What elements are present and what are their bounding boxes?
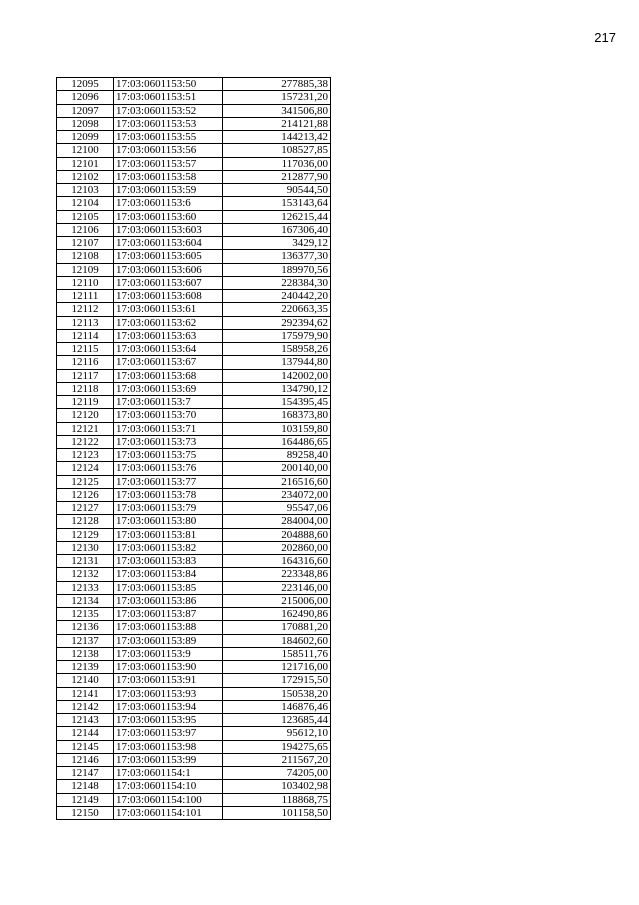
table-row: [57, 316, 331, 329]
row-number-cell: 12134: [57, 594, 114, 607]
cadastral-number-cell: 17:03:0601153:87: [114, 608, 223, 621]
row-number-cell: 12126: [57, 488, 114, 501]
cadastral-number-cell: 17:03:0601153:78: [114, 488, 223, 501]
value-cell: 223146,00: [223, 581, 331, 594]
cadastral-number-cell: 17:03:0601153:64: [114, 343, 223, 356]
row-number-cell: 12110: [57, 276, 114, 289]
table-row: [57, 647, 331, 660]
row-number-cell: 12107: [57, 237, 114, 250]
row-number-cell: 12147: [57, 767, 114, 780]
cadastral-number-cell: 17:03:0601153:6: [114, 197, 223, 210]
table-row: [57, 634, 331, 647]
value-cell: 292394,62: [223, 316, 331, 329]
value-cell: 101158,50: [223, 806, 331, 819]
cadastral-number-cell: 17:03:0601153:97: [114, 727, 223, 740]
value-cell: 103159,80: [223, 422, 331, 435]
value-cell: 341506,80: [223, 104, 331, 117]
cadastral-number-cell: 17:03:0601153:88: [114, 621, 223, 634]
cadastral-number-cell: 17:03:0601153:94: [114, 700, 223, 713]
value-cell: 142002,00: [223, 369, 331, 382]
cadastral-number-cell: 17:03:0601153:86: [114, 594, 223, 607]
value-cell: 216516,60: [223, 475, 331, 488]
value-cell: 220663,35: [223, 303, 331, 316]
value-cell: 95547,06: [223, 502, 331, 515]
cadastral-number-cell: 17:03:0601153:73: [114, 435, 223, 448]
value-cell: 167306,40: [223, 223, 331, 236]
value-cell: 164316,60: [223, 555, 331, 568]
value-cell: 90544,50: [223, 184, 331, 197]
row-number-cell: 12109: [57, 263, 114, 276]
row-number-cell: 12133: [57, 581, 114, 594]
table-row: [57, 369, 331, 382]
cadastral-number-cell: 17:03:0601153:607: [114, 276, 223, 289]
cadastral-number-cell: 17:03:0601153:90: [114, 661, 223, 674]
row-number-cell: 12138: [57, 647, 114, 660]
row-number-cell: 12121: [57, 422, 114, 435]
cadastral-number-cell: 17:03:0601153:83: [114, 555, 223, 568]
table-row: [57, 91, 331, 104]
row-number-cell: 12116: [57, 356, 114, 369]
row-number-cell: 12095: [57, 78, 114, 91]
table-row: [57, 502, 331, 515]
table-row: [57, 608, 331, 621]
cadastral-number-cell: 17:03:0601153:608: [114, 290, 223, 303]
cadastral-number-cell: 17:03:0601154:1: [114, 767, 223, 780]
value-cell: 126215,44: [223, 210, 331, 223]
value-cell: 134790,12: [223, 382, 331, 395]
value-cell: 234072,00: [223, 488, 331, 501]
value-cell: 184602,60: [223, 634, 331, 647]
cadastral-number-cell: 17:03:0601153:85: [114, 581, 223, 594]
row-number-cell: 12111: [57, 290, 114, 303]
value-cell: 172915,50: [223, 674, 331, 687]
row-number-cell: 12146: [57, 753, 114, 766]
row-number-cell: 12125: [57, 475, 114, 488]
value-cell: 228384,30: [223, 276, 331, 289]
row-number-cell: 12108: [57, 250, 114, 263]
table-row: [57, 117, 331, 130]
value-cell: 137944,80: [223, 356, 331, 369]
cadastral-number-cell: 17:03:0601153:82: [114, 541, 223, 554]
value-cell: 170881,20: [223, 621, 331, 634]
row-number-cell: 12100: [57, 144, 114, 157]
value-cell: 154395,45: [223, 396, 331, 409]
value-cell: 3429,12: [223, 237, 331, 250]
table-row: [57, 793, 331, 806]
cadastral-number-cell: 17:03:0601153:58: [114, 170, 223, 183]
cadastral-number-cell: 17:03:0601153:60: [114, 210, 223, 223]
table-row: [57, 290, 331, 303]
cadastral-number-cell: 17:03:0601153:69: [114, 382, 223, 395]
table-row: [57, 541, 331, 554]
table-row: [57, 329, 331, 342]
value-cell: 89258,40: [223, 449, 331, 462]
table-row: [57, 157, 331, 170]
table-row: [57, 276, 331, 289]
value-cell: 211567,20: [223, 753, 331, 766]
table-row: [57, 714, 331, 727]
row-number-cell: 12117: [57, 369, 114, 382]
value-cell: 204888,60: [223, 528, 331, 541]
row-number-cell: 12123: [57, 449, 114, 462]
table-row: [57, 475, 331, 488]
table-row: [57, 210, 331, 223]
cadastral-number-cell: 17:03:0601153:59: [114, 184, 223, 197]
value-cell: 168373,80: [223, 409, 331, 422]
table-row: [57, 780, 331, 793]
row-number-cell: 12139: [57, 661, 114, 674]
row-number-cell: 12096: [57, 91, 114, 104]
value-cell: 95612,10: [223, 727, 331, 740]
value-cell: 164486,65: [223, 435, 331, 448]
cadastral-number-cell: 17:03:0601153:9: [114, 647, 223, 660]
table-row: [57, 568, 331, 581]
table-row: [57, 515, 331, 528]
value-cell: 118868,75: [223, 793, 331, 806]
cadastral-number-cell: 17:03:0601153:79: [114, 502, 223, 515]
value-cell: 123685,44: [223, 714, 331, 727]
cadastral-number-cell: 17:03:0601153:604: [114, 237, 223, 250]
row-number-cell: 12115: [57, 343, 114, 356]
value-cell: 277885,38: [223, 78, 331, 91]
table-row: [57, 621, 331, 634]
value-cell: 158511,76: [223, 647, 331, 660]
value-cell: 117036,00: [223, 157, 331, 170]
cadastral-number-cell: 17:03:0601153:76: [114, 462, 223, 475]
cadastral-number-cell: 17:03:0601153:91: [114, 674, 223, 687]
row-number-cell: 12140: [57, 674, 114, 687]
value-cell: 162490,86: [223, 608, 331, 621]
table-row: [57, 356, 331, 369]
table-row: [57, 462, 331, 475]
value-cell: 158958,26: [223, 343, 331, 356]
row-number-cell: 12137: [57, 634, 114, 647]
cadastral-number-cell: 17:03:0601153:62: [114, 316, 223, 329]
cadastral-number-cell: 17:03:0601153:95: [114, 714, 223, 727]
cadastral-number-cell: 17:03:0601153:7: [114, 396, 223, 409]
value-cell: 215006,00: [223, 594, 331, 607]
cadastral-number-cell: 17:03:0601153:52: [114, 104, 223, 117]
table-row: [57, 674, 331, 687]
value-cell: 240442,20: [223, 290, 331, 303]
row-number-cell: 12127: [57, 502, 114, 515]
row-number-cell: 12101: [57, 157, 114, 170]
value-cell: 284004,00: [223, 515, 331, 528]
row-number-cell: 12124: [57, 462, 114, 475]
row-number-cell: 12112: [57, 303, 114, 316]
row-number-cell: 12113: [57, 316, 114, 329]
cadastral-number-cell: 17:03:0601153:77: [114, 475, 223, 488]
row-number-cell: 12144: [57, 727, 114, 740]
cadastral-number-cell: 17:03:0601153:61: [114, 303, 223, 316]
row-number-cell: 12141: [57, 687, 114, 700]
row-number-cell: 12105: [57, 210, 114, 223]
table-row: [57, 197, 331, 210]
table-row: [57, 740, 331, 753]
table-row: [57, 250, 331, 263]
cadastral-number-cell: 17:03:0601153:50: [114, 78, 223, 91]
row-number-cell: 12129: [57, 528, 114, 541]
value-cell: 103402,98: [223, 780, 331, 793]
row-number-cell: 12098: [57, 117, 114, 130]
value-cell: 121716,00: [223, 661, 331, 674]
cadastral-number-cell: 17:03:0601153:605: [114, 250, 223, 263]
table-row: [57, 661, 331, 674]
table-row: [57, 449, 331, 462]
table-row: [57, 806, 331, 819]
cadastral-number-cell: 17:03:0601153:53: [114, 117, 223, 130]
table-row: [57, 170, 331, 183]
table-row: [57, 184, 331, 197]
row-number-cell: 12103: [57, 184, 114, 197]
table-body: [57, 78, 331, 820]
table-row: [57, 263, 331, 276]
cadastral-number-cell: 17:03:0601153:606: [114, 263, 223, 276]
value-cell: 136377,30: [223, 250, 331, 263]
cadastral-number-cell: 17:03:0601153:57: [114, 157, 223, 170]
value-cell: 200140,00: [223, 462, 331, 475]
row-number-cell: 12122: [57, 435, 114, 448]
cadastral-number-cell: 17:03:0601153:89: [114, 634, 223, 647]
table-row: [57, 594, 331, 607]
table-row: [57, 555, 331, 568]
table-row: [57, 727, 331, 740]
table-row: [57, 753, 331, 766]
value-cell: 189970,56: [223, 263, 331, 276]
table-row: [57, 422, 331, 435]
cadastral-number-cell: 17:03:0601153:98: [114, 740, 223, 753]
row-number-cell: 12097: [57, 104, 114, 117]
value-cell: 194275,65: [223, 740, 331, 753]
row-number-cell: 12130: [57, 541, 114, 554]
cadastral-number-cell: 17:03:0601153:63: [114, 329, 223, 342]
value-cell: 175979,90: [223, 329, 331, 342]
value-cell: 108527,85: [223, 144, 331, 157]
row-number-cell: 12099: [57, 131, 114, 144]
row-number-cell: 12106: [57, 223, 114, 236]
table-row: [57, 343, 331, 356]
cadastral-number-cell: 17:03:0601153:56: [114, 144, 223, 157]
table-row: [57, 131, 331, 144]
row-number-cell: 12131: [57, 555, 114, 568]
table-row: [57, 767, 331, 780]
row-number-cell: 12132: [57, 568, 114, 581]
cadastral-number-cell: 17:03:0601154:101: [114, 806, 223, 819]
table-row: [57, 488, 331, 501]
table-row: [57, 700, 331, 713]
table-row: [57, 528, 331, 541]
table-row: [57, 435, 331, 448]
cadastral-number-cell: 17:03:0601153:80: [114, 515, 223, 528]
value-cell: 146876,46: [223, 700, 331, 713]
row-number-cell: 12145: [57, 740, 114, 753]
row-number-cell: 12114: [57, 329, 114, 342]
table-row: [57, 687, 331, 700]
cadastral-number-cell: 17:03:0601153:84: [114, 568, 223, 581]
row-number-cell: 12119: [57, 396, 114, 409]
cadastral-number-cell: 17:03:0601154:10: [114, 780, 223, 793]
cadastral-number-cell: 17:03:0601153:68: [114, 369, 223, 382]
value-cell: 150538,20: [223, 687, 331, 700]
table-row: [57, 382, 331, 395]
value-cell: 223348,86: [223, 568, 331, 581]
cadastral-number-cell: 17:03:0601153:603: [114, 223, 223, 236]
cadastral-number-cell: 17:03:0601153:99: [114, 753, 223, 766]
value-cell: 144213,42: [223, 131, 331, 144]
row-number-cell: 12128: [57, 515, 114, 528]
cadastral-number-cell: 17:03:0601153:93: [114, 687, 223, 700]
value-cell: 74205,00: [223, 767, 331, 780]
table-row: [57, 223, 331, 236]
value-cell: 202860,00: [223, 541, 331, 554]
table-row: [57, 104, 331, 117]
value-cell: 212877,90: [223, 170, 331, 183]
cadastral-number-cell: 17:03:0601153:51: [114, 91, 223, 104]
row-number-cell: 12120: [57, 409, 114, 422]
row-number-cell: 12148: [57, 780, 114, 793]
row-number-cell: 12136: [57, 621, 114, 634]
cadastral-number-cell: 17:03:0601153:70: [114, 409, 223, 422]
table-row: [57, 581, 331, 594]
value-cell: 157231,20: [223, 91, 331, 104]
table-row: [57, 303, 331, 316]
table-row: [57, 78, 331, 91]
row-number-cell: 12135: [57, 608, 114, 621]
cadastral-number-cell: 17:03:0601153:81: [114, 528, 223, 541]
cadastral-number-cell: 17:03:0601153:55: [114, 131, 223, 144]
value-cell: 153143,64: [223, 197, 331, 210]
row-number-cell: 12104: [57, 197, 114, 210]
row-number-cell: 12149: [57, 793, 114, 806]
cadastral-number-cell: 17:03:0601153:75: [114, 449, 223, 462]
row-number-cell: 12102: [57, 170, 114, 183]
row-number-cell: 12142: [57, 700, 114, 713]
cadastral-number-cell: 17:03:0601153:67: [114, 356, 223, 369]
page-number: 217: [594, 30, 616, 45]
row-number-cell: 12143: [57, 714, 114, 727]
row-number-cell: 12118: [57, 382, 114, 395]
cadastral-number-cell: 17:03:0601154:100: [114, 793, 223, 806]
table-row: [57, 237, 331, 250]
cadastral-number-cell: 17:03:0601153:71: [114, 422, 223, 435]
table-row: [57, 409, 331, 422]
cadastral-value-table: [56, 77, 331, 820]
row-number-cell: 12150: [57, 806, 114, 819]
table-row: [57, 396, 331, 409]
value-cell: 214121,88: [223, 117, 331, 130]
table-row: [57, 144, 331, 157]
